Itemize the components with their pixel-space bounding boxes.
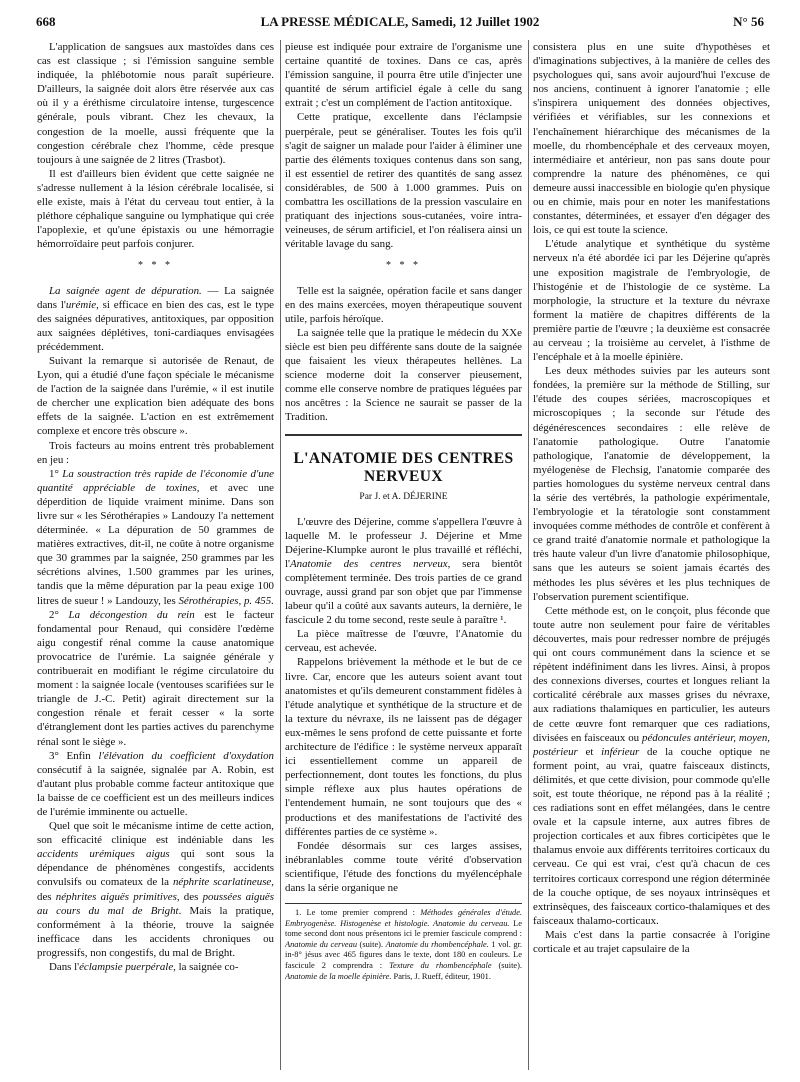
footnote-rule [285, 903, 522, 904]
section-heading: La saignée agent de dépuration. [49, 284, 202, 297]
paragraph: La pièce maîtresse de l'œuvre, l'Anatomie du cerveau, est achevée. [285, 628, 522, 655]
paragraph: Fondée désormais sur ces larges assises, inébranlables comme toute vérité d'observation scientifique, l'étude des fonctions du myélencéphale dans la série organique ne [285, 839, 522, 894]
paragraph: Telle est la saignée, opération facile et sans danger en des mains exercées, moyen thérapeutique souvent utile, parfois héroïque. [285, 284, 522, 325]
paragraph: Cette méthode est, on le conçoit, plus féconde que toute autre non seulement pour faire de véritables découvertes, mais pour redresser nombre de préjugés qui ont cours communément dans la science et se répètent indéfiniment dans les livres. Ainsi, à propos des connexions diverses, courtes et longues reliant la corticalité cérébrale aux masses grises du névraxe, aux radiations thalamiques en particulier, les auteurs de cette œuvre font remarquer que ces radiations, divisées en faisceaux ou pédoncules antérieur, moyen, postérieur et inférieur de la couche optique ne forment point, au vrai, quatre faisceaux distincts, délimités, et que cette division, pour commode qu'elle soit, est toute théorique, ne répond pas à la réalité ; ces radiations sont en effet mélangées, dans le centre ovale et la capsule interne, aux autres fibres de projection corticales et aux fibres corticipètes que le thalamus envoie aux différents territoires corticaux du cerveau. Ce qui est vrai, c'est qu'à chacun de ces territoires corticaux correspond une région déterminée de la couche optique, de ses noyaux intrinsèques et extrinsèques, des faisceaux cortico-thalamiques et des faisceaux thalamo-corticaux. [533, 604, 770, 927]
column-2 [285, 40, 522, 1074]
column-1 [37, 40, 274, 1074]
column-separator [280, 40, 281, 1070]
paragraph: 2° La décongestion du rein est le facteur fondamental pour Renaud, qui considère l'œdème aigu congestif rénal comme la cause anatomique provocatrice de l'urémie. La saignée générale y contribuerait en modifiant le régime circulatoire du moment : la saignée locale (ventouses scarifiées sur le triangle de J.-C. Petit) agirait directement sur la congestion rénale et ferait cesser « la sorte d'étranglement dont les parties actives du parenchyme rénal sont le siège ». [37, 608, 274, 748]
paragraph: 3° Enfin l'élévation du coefficient d'oxydation consécutif à la saignée, signalée par A. Robin, est d'autant plus probable comme facteur antitoxique que la baisse de ce coefficient est un des meilleurs indices de l'urémie imminente ou actuelle. [37, 749, 274, 818]
article-divider [285, 434, 522, 438]
footnote: 1. Le tome premier comprend : Méthodes générales d'étude. Embryogenèse. Histogenèse et histologie. Anatomie du cerveau. Le tome second dont nous présentons ici le premier fascicule comprend : Anatomie du cerveau (suite). Anatomie du rhombencéphale. 1 vol. gr. in-8° jésus avec 465 figures dans le texte, dont 180 en couleurs. Le fascicule 2 comprendra : Texture du rhombencéphale (suite). Anatomie de la moelle épinière. Paris, J. Rueff, éditeur, 1901. [285, 908, 522, 981]
paragraph: Trois facteurs au moins entrent très probablement en jeu : [37, 439, 274, 466]
paragraph: La saignée telle que la pratique le médecin du XXe siècle est bien peu différente sans doute de la saignée que faisaient les vieux thérapeutes hellènes. La science moderne doit la conserver pieusement, comme elle conserve nombre de pratiques léguées par nos ancêtres : la Science ne saurait se passer de la Tradition. [285, 326, 522, 424]
column-separator [528, 40, 529, 1070]
paragraph: Mais c'est dans la partie consacrée à l'origine corticale et au trajet capsulaire de la [533, 928, 770, 955]
issue-number: N° 56 [733, 14, 764, 29]
paragraph: Quel que soit le mécanisme intime de cette action, son efficacité clinique est indéniable dans les accidents urémiques aigus qui sont sous la dépendance de phénomènes congestifs, accidents convulsifs ou comateux de la néphrite scarlatineuse, des néphrites aiguës primitives, des poussées aiguës au cours du mal de Bright. Mais la pratique, conformément à la théorie, trouve la saignée inefficace dans les accidents chroniques ou progressifs, non congestifs, du mal de Bright. [37, 820, 274, 959]
article-title: L'ANATOMIE DES CENTRES NERVEUX [293, 450, 514, 486]
column-3 [533, 40, 770, 1074]
paragraph: pieuse est indiquée pour extraire de l'organisme une certaine quantité de toxines. Dans ce cas, après l'émission sanguine, il pourra être utile d'injecter une quantité de sérum artificiel égale à celle du sang extrait ; c'est un complément de l'action antitoxique. [285, 41, 522, 110]
footnotes [285, 908, 522, 982]
journal-title-line: LA PRESSE MÉDICALE, Samedi, 12 Juillet 1902 [260, 14, 540, 29]
article-byline: Par J. et A. DÉJERINE [359, 492, 448, 503]
paragraph: La saignée agent de dépuration. — La saignée dans l'urémie, si efficace en bien des cas, est le type des saignées dépuratives, antitoxiques, par opposition aux saignées déplétives, toni-cardiaques envisagées précédemment. [37, 284, 274, 353]
page-number: 668 [36, 14, 56, 29]
paragraph: Suivant la remarque si autorisée de Renaut, de Lyon, qui a étudié d'une façon spéciale le mécanisme de l'action de la saignée dans l'urémie, « il est inutile de chercher une explication bien adéquate des bons effets de la saignée. L'action en est extrêmement complexe et encore très obscure ». [37, 354, 274, 438]
page-header [36, 14, 764, 32]
paragraph: L'étude analytique et synthétique du système nerveux n'a été abordée ici par les Déjerine qu'après une exposition magistrale de l'embryologie, de l'histogénie et de l'histologie de ce système. La morphologie, la structure et la texture du névraxe forment la matière de chapitres différents de la première partie de l'œuvre ; la deuxième est consacrée au cerveau ; la troisième au cervelet, à l'isthme de l'encéphale et à la moelle épinière. [533, 238, 770, 364]
paragraph: Rappelons brièvement la méthode et le but de ce livre. Car, encore que les auteurs soient avant tout anatomistes et qu'ils demeurent constamment fidèles à l'étude analytique et synthétique de la structure et de la texture du névraxe, ils ne laissent pas de dégager eux-mêmes le sens profond de cette puissante et forte architecture de l'édifice : le système nerveux apparaît ici essentiellement comme un appareil de perfectionnement, dont toutes les fonctions, du plus simple réflexe aux plus hautes opérations de l'entendement humain, ne sont toujours que des « productions et des manifestations de l'activité des différentes parties de ce système ». [285, 656, 522, 838]
paragraph: Dans l'éclampsie puerpérale, la saignée co- [49, 961, 239, 973]
paragraph: 1° La soustraction très rapide de l'économie d'une quantité appréciable de toxines, et avec une déperdition de liquide vraiment minime. Dans son livre sur « les Sérothérapies » Landouzy l'a nettement déterminée. « La dépuration de 50 grammes de matières extractives, dit-il, ne coûte à notre organisme que 30 grammes par la saignée, 250 grammes par les sécrétions alvines, 1.500 grammes par les urines, tandis que la même dépuration par la peau exige 100 litres de sueur ! » Landouzy, les Sérothérapies, p. 455. [37, 467, 274, 607]
paragraph: L'œuvre des Déjerine, comme s'appellera l'œuvre à laquelle M. le professeur J. Déjerine et Mme Déjerine-Klumpke auront le plus travaillé et réfléchi, l'Anatomie des centres nerveux, sera bientôt complètement terminée. Des trois parties de ce grand ouvrage, aussi grand par son objet que par l'immense labeur qu'il a coûté aux savants auteurs, la dernière, le fascicule 2 du tome second, reste seule à paraître ¹. [285, 515, 522, 627]
paragraph: consistera plus en une suite d'hypothèses et d'imaginations subjectives, à la manière de celles des psychologues qui, sans avoir aujourd'hui l'excuse de nos anciens, continuent à ignorer l'anatomie ; elle s'inspirera uniquement des données objectives, vérifiées et vérifiables, sur les connexions et l'enchaînement hiérarchique des mécanismes de la moelle, du rhombencéphale et des cerveaux moyen, intermédiaire et antérieur, non pas sans doute pour comprendre la nature des phénomènes, ce qui demeure aussi inaccessible en biologie qu'en physique ou en chimie, mais pour en noter les manifestations constantes, déterminées, et essayer d'en dégager des lois, ce qui est toute la science. [533, 41, 770, 237]
paragraph: Les deux méthodes suivies par les auteurs sont fondées, la première sur la méthode de Stilling, sur l'étude des coupes sériées, macroscopiques et microscopiques ; la seconde sur l'étude des dégénérescences secondaires : elle relève de l'anatomie pathologique. Outre l'anatomie pathologique, l'anatomie de développement, la myélogenèse de Flechsig, l'anatomie comparée des parties homologues du système nerveux central dans la série des vertébrés, la pathologie expérimentale, l'embryologie et la tératologie sont constamment invoquées comme méthodes de contrôle et confèrent à ce grand traité d'anatomie normale et pathologique la très haute valeur d'un livre d'anatomie philosophique, sans que les auteurs se soient jamais écartés des méthodes les plus sévères et les plus techniques de l'observation purement scientifique. [533, 365, 770, 603]
paragraph: L'application de sangsues aux mastoïdes dans ces cas est classique ; si l'émission sanguine semble indiquée, la phlébotomie nous paraît supérieure. D'ailleurs, la saignée doit alors être réservée aux cas où il y a éréthisme circulatoire intense, turgescence générale, pouls vibrant. Chez les chevaux, la congestion de la moelle, aussi fréquente que la congestion cérébrale chez l'homme, cède presque toujours à une saignée de 2 litres (Trasbot). [37, 41, 274, 166]
section-separator: * * * [386, 260, 421, 272]
paragraph: Il est d'ailleurs bien évident que cette saignée ne s'adresse nullement à la lésion cérébrale localisée, si elle existe, mais à l'état du cerveau tout entier, à la pléthore céphalique sanguine ou lymphatique qui crée l'apoplexie, et qu'une épistaxis ou une hémorragie hémorroïdaire peut parfois conjurer. [37, 167, 274, 251]
section-separator: * * * [138, 260, 173, 272]
paragraph: Cette pratique, excellente dans l'éclampsie puerpérale, peut se généraliser. Toutes les fois qu'il s'agit de saigner un malade pour l'aider à éliminer une partie des éléments toxiques contenus dans son sang, il est essentiel de retirer des quantités de sang assez considérables, de 500 à 1.000 grammes. Puis on combattra les oscillations de la pression vasculaire en pratiquant des injections sous-cutanées, voire intra-veineuses, de sérum artificiel, et l'on réalisera ainsi un véritable lavage du sang. [285, 111, 522, 251]
